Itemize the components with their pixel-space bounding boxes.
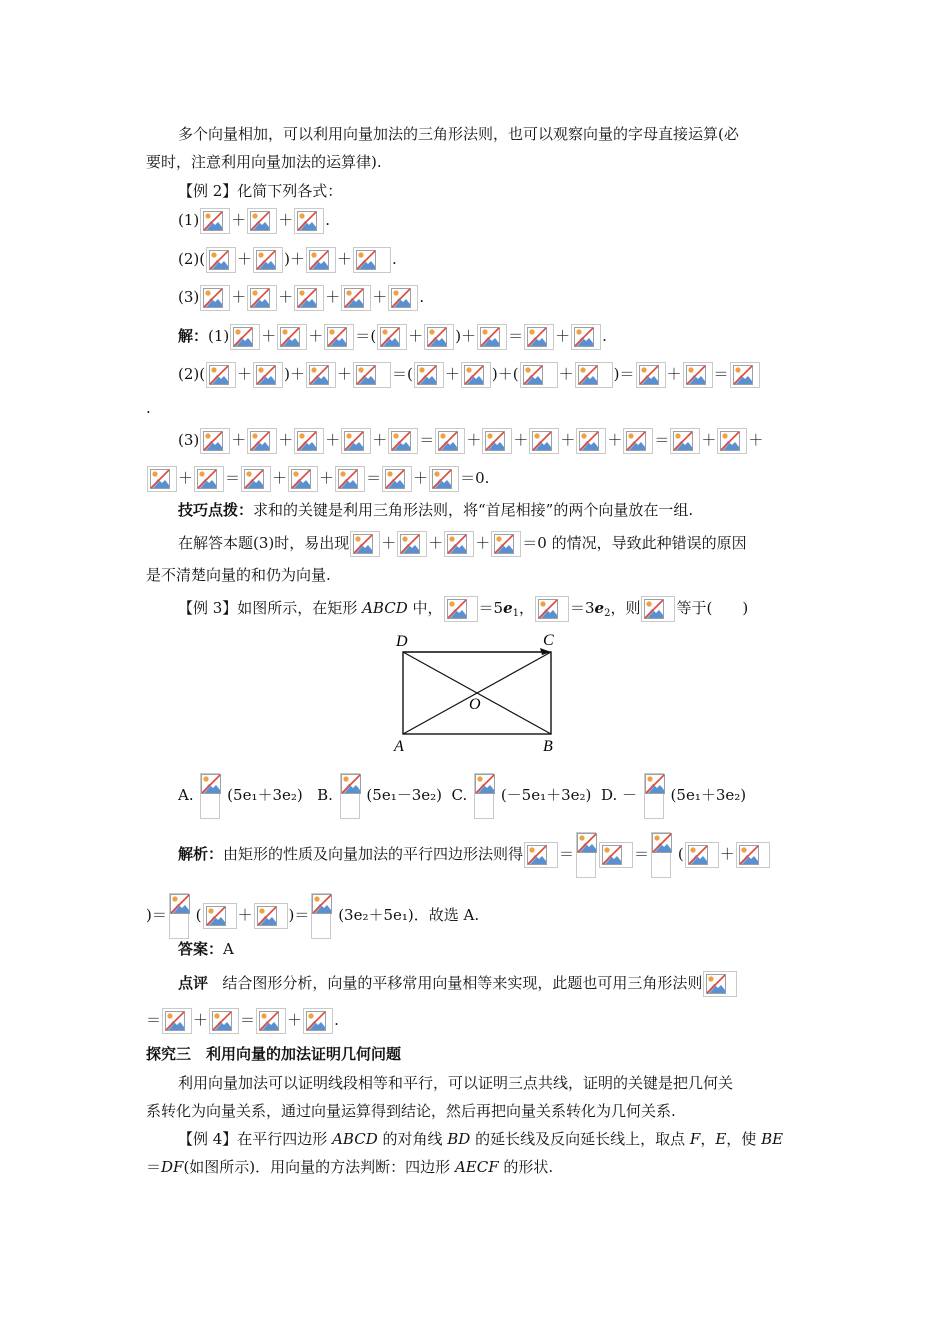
plus-sign: ＋ bbox=[558, 365, 574, 383]
plus-sign: ＋ bbox=[261, 327, 277, 345]
plus-sign: ＋ bbox=[666, 365, 682, 383]
plus-sign: ＋ bbox=[381, 534, 397, 552]
vector-image-icon bbox=[461, 362, 491, 388]
equals-sign: ＝ bbox=[713, 365, 729, 383]
tip-text: 求和的关键是利用三角形法则，将“首尾相接”的两个向量放在一组. bbox=[253, 501, 694, 519]
e-symbol: e bbox=[503, 599, 513, 617]
analysis-text: 由矩形的性质及向量加法的平行四边形法则得 bbox=[223, 845, 524, 863]
vector-image-icon bbox=[256, 1008, 286, 1034]
vector-image-icon bbox=[241, 466, 271, 492]
vector-image-icon bbox=[206, 362, 236, 388]
plus-sign: ＋ bbox=[413, 469, 429, 487]
plus-sign: ＋ bbox=[372, 431, 388, 449]
subscript-1: 1 bbox=[512, 608, 519, 619]
vector-image-icon bbox=[683, 362, 713, 388]
period: . bbox=[334, 1011, 339, 1029]
label-C: C bbox=[543, 632, 554, 649]
vector-image-icon bbox=[294, 428, 324, 454]
paren: ( bbox=[677, 845, 684, 863]
vector-image-icon bbox=[703, 971, 737, 997]
equals-sign: ＝ bbox=[508, 327, 524, 345]
vector-image-icon bbox=[575, 362, 613, 388]
plus-sign: ＋ bbox=[560, 431, 576, 449]
vector-image-icon bbox=[247, 285, 277, 311]
ex3-text: ，则 bbox=[610, 599, 641, 617]
answer-value: A bbox=[223, 940, 234, 958]
intro-line-1: 多个向量相加，可以利用向量加法的三角形法则，也可以观察向量的字母直接运算(必 bbox=[178, 125, 739, 143]
plus-sign: ＋ bbox=[325, 288, 341, 306]
plus-sign: ＋ bbox=[607, 431, 623, 449]
answer-label: 答案： bbox=[178, 940, 224, 958]
vector-image-icon bbox=[444, 531, 474, 557]
fraction-image-icon bbox=[311, 893, 331, 939]
ex3-text: 等于( ) bbox=[676, 599, 749, 617]
section-3-line-1: 利用向量加法可以证明线段相等和平行，可以证明三点共线，证明的关键是把几何关 bbox=[178, 1074, 734, 1092]
option-d-expr[interactable]: (5e₁＋3e₂) bbox=[670, 786, 747, 804]
vector-image-icon bbox=[247, 208, 277, 234]
comma: ， bbox=[518, 599, 534, 617]
vector-image-icon bbox=[529, 428, 559, 454]
analysis-end: (3e₂＋5e₁)．故选 A. bbox=[338, 906, 480, 924]
equals-sign: ＝ bbox=[240, 1011, 256, 1029]
vector-image-icon bbox=[200, 428, 230, 454]
comment-line-2 bbox=[146, 1008, 339, 1034]
vector-image-icon bbox=[524, 842, 558, 868]
vector-image-icon bbox=[424, 324, 454, 350]
q1-label: (1) bbox=[208, 327, 230, 345]
vector-image-icon bbox=[388, 428, 418, 454]
fraction-image-icon bbox=[474, 773, 494, 819]
paren: ) bbox=[491, 365, 498, 383]
section-3-heading: 探究三 利用向量的加法证明几何问题 bbox=[146, 1045, 402, 1063]
analysis-line-2 bbox=[146, 893, 479, 939]
plus-sign: ＋ bbox=[408, 327, 424, 345]
subscript-2: 2 bbox=[604, 608, 611, 619]
equals-sign: ＝ bbox=[225, 469, 241, 487]
plus-sign: ＋ bbox=[337, 365, 353, 383]
plus-sign: ＋ bbox=[237, 365, 253, 383]
vector-image-icon bbox=[429, 466, 459, 492]
vector-image-icon bbox=[623, 428, 653, 454]
paren: ( bbox=[407, 365, 413, 383]
q2-label: (2) bbox=[178, 250, 200, 268]
equals-sign: ＝ bbox=[146, 1011, 162, 1029]
plus-sign: ＋ bbox=[231, 211, 247, 229]
plus-sign: ＋ bbox=[278, 431, 294, 449]
vector-image-icon bbox=[209, 1008, 239, 1034]
ex4-italic: DF bbox=[161, 1158, 184, 1176]
paren: ) bbox=[455, 327, 462, 345]
plus-sign: ＋ bbox=[461, 327, 477, 345]
paren: ( bbox=[195, 906, 202, 924]
solution-line-3b bbox=[146, 466, 489, 492]
ex4-italic: BD bbox=[447, 1130, 471, 1148]
vector-image-icon bbox=[353, 247, 391, 273]
fraction-image-icon bbox=[200, 773, 220, 819]
paren: ( bbox=[199, 365, 206, 383]
paren: ( bbox=[512, 365, 519, 383]
example-2-title: 【例 2】化简下列各式： bbox=[178, 182, 343, 200]
rectangle-figure bbox=[390, 628, 570, 754]
plus-sign: ＋ bbox=[372, 288, 388, 306]
error-text-1: 在解答本题(3)时，易出现 bbox=[178, 534, 350, 552]
plus-sign: ＋ bbox=[231, 431, 247, 449]
vector-image-icon bbox=[194, 466, 224, 492]
vector-image-icon bbox=[288, 466, 318, 492]
vector-image-icon bbox=[685, 842, 719, 868]
ex4-italic: E bbox=[715, 1130, 727, 1148]
vector-image-icon bbox=[294, 285, 324, 311]
fraction-image-icon bbox=[340, 773, 360, 819]
period: . bbox=[325, 211, 331, 229]
plus-sign: ＋ bbox=[278, 288, 294, 306]
vector-image-icon bbox=[599, 842, 633, 868]
vector-image-icon bbox=[641, 596, 675, 622]
vector-image-icon bbox=[203, 903, 237, 929]
equals-sign: ＝ bbox=[355, 327, 371, 345]
paren: ( bbox=[370, 327, 377, 345]
section-3-line-2: 系转化为向量关系，通过向量运算得到结论，然后再把向量关系转化为几何关系. bbox=[146, 1102, 676, 1120]
vector-image-icon bbox=[303, 1008, 333, 1034]
equals-sign: ＝ bbox=[654, 431, 670, 449]
comment-label: 点评 bbox=[178, 974, 209, 992]
equals-zero: ＝0. bbox=[460, 469, 490, 487]
ex3-text: 中， bbox=[407, 599, 443, 617]
vector-image-icon bbox=[377, 324, 407, 350]
vector-image-icon bbox=[353, 362, 391, 388]
paren: ) bbox=[284, 365, 290, 383]
plus-sign: ＋ bbox=[444, 365, 460, 383]
vector-image-icon bbox=[491, 531, 521, 557]
option-d-label[interactable]: D. － bbox=[600, 786, 637, 804]
vector-image-icon bbox=[444, 596, 478, 622]
plus-sign: ＋ bbox=[289, 250, 305, 268]
vector-image-icon bbox=[524, 324, 554, 350]
vector-image-icon bbox=[636, 362, 666, 388]
period: . bbox=[392, 250, 397, 268]
plus-sign: ＋ bbox=[237, 250, 253, 268]
plus-sign: ＋ bbox=[272, 469, 288, 487]
error-text-2: ＝0 的情况，导致此种错误的原因 bbox=[522, 534, 747, 552]
plus-sign: ＋ bbox=[719, 845, 735, 863]
plus-sign: ＋ bbox=[337, 250, 353, 268]
vector-image-icon bbox=[435, 428, 465, 454]
plus-sign: ＋ bbox=[325, 431, 341, 449]
vector-image-icon bbox=[477, 324, 507, 350]
comment-line-1 bbox=[178, 971, 738, 997]
plus-sign: ＋ bbox=[475, 534, 491, 552]
vector-image-icon bbox=[254, 903, 288, 929]
label-B: B bbox=[543, 738, 553, 754]
plus-sign: ＋ bbox=[278, 211, 294, 229]
label-D: D bbox=[396, 633, 408, 650]
vector-image-icon bbox=[350, 531, 380, 557]
ex4-italic: BE bbox=[761, 1130, 784, 1148]
solution-label: 解： bbox=[178, 327, 209, 345]
paren: ) bbox=[613, 365, 620, 383]
example-4-line-2 bbox=[146, 1157, 553, 1177]
ex4-text: 的延长线及反向延长线上，取点 bbox=[470, 1130, 690, 1148]
rect-name: ABCD bbox=[362, 599, 408, 617]
plus-sign: ＋ bbox=[178, 469, 194, 487]
vector-image-icon bbox=[670, 428, 700, 454]
ex4-text: 的形状. bbox=[498, 1158, 554, 1176]
q2-label: (2) bbox=[178, 365, 200, 383]
ex2-q1-line bbox=[178, 208, 330, 234]
period: . bbox=[419, 288, 425, 306]
equals-sign: ＝ bbox=[419, 431, 435, 449]
ex4-text: ，使 bbox=[726, 1130, 762, 1148]
vector-image-icon bbox=[162, 1008, 192, 1034]
plus-sign: ＋ bbox=[287, 1011, 303, 1029]
analysis-label: 解析： bbox=[178, 845, 224, 863]
vector-image-icon bbox=[520, 362, 558, 388]
vector-image-icon bbox=[717, 428, 747, 454]
ex4-text: ， bbox=[700, 1130, 716, 1148]
example-3-title bbox=[178, 596, 748, 624]
options-line bbox=[178, 773, 746, 819]
plus-sign: ＋ bbox=[513, 431, 529, 449]
equals-sign: ＝ bbox=[559, 845, 575, 863]
intro-line-2: 要时，注意利用向量加法的运算律). bbox=[146, 153, 382, 171]
analysis-line-1 bbox=[178, 832, 771, 878]
vector-image-icon bbox=[736, 842, 770, 868]
equals-sign: ＝ bbox=[294, 906, 310, 924]
plus-sign: ＋ bbox=[466, 431, 482, 449]
paren: ) bbox=[288, 906, 295, 924]
plus-sign: ＋ bbox=[319, 469, 335, 487]
vector-image-icon bbox=[200, 208, 230, 234]
equals-sign: ＝ bbox=[619, 365, 635, 383]
error-line-2: 是不清楚向量的和仍为向量. bbox=[146, 566, 331, 584]
plus-sign: ＋ bbox=[308, 327, 324, 345]
plus-sign: ＋ bbox=[289, 365, 305, 383]
vector-image-icon bbox=[294, 208, 324, 234]
error-line-1 bbox=[178, 531, 747, 557]
option-b-expr[interactable]: (5e₁－3e₂) bbox=[366, 786, 442, 804]
solution-line-3a bbox=[178, 428, 763, 454]
vector-image-icon bbox=[382, 466, 412, 492]
equals-sign: ＝ bbox=[366, 469, 382, 487]
vector-image-icon bbox=[535, 596, 569, 622]
vector-image-icon bbox=[306, 247, 336, 273]
fraction-image-icon bbox=[576, 832, 596, 878]
ex4-italic: ABCD bbox=[332, 1130, 378, 1148]
vector-image-icon bbox=[206, 247, 236, 273]
plus-sign: ＋ bbox=[231, 288, 247, 306]
equals-sign: ＝ bbox=[634, 845, 650, 863]
vector-image-icon bbox=[388, 285, 418, 311]
ex2-q3-line bbox=[178, 285, 424, 311]
ex4-text: (如图所示)．用向量的方法判断：四边形 bbox=[183, 1158, 455, 1176]
vector-image-icon bbox=[324, 324, 354, 350]
paren: ( bbox=[199, 250, 206, 268]
equals-sign: ＝ bbox=[151, 906, 167, 924]
ex4-italic: AECF bbox=[454, 1158, 499, 1176]
ex3-eq2: ＝3 bbox=[570, 599, 595, 617]
fraction-image-icon bbox=[169, 893, 189, 939]
vector-image-icon bbox=[335, 466, 365, 492]
vector-image-icon bbox=[482, 428, 512, 454]
plus-sign: ＋ bbox=[748, 431, 764, 449]
vector-image-icon bbox=[341, 428, 371, 454]
vector-image-icon bbox=[247, 428, 277, 454]
ex2-q2-line bbox=[178, 247, 397, 273]
tip-line bbox=[178, 500, 693, 520]
ex4-text: 【例 4】在平行四边形 bbox=[178, 1130, 333, 1148]
ex4-text: 的对角线 bbox=[377, 1130, 448, 1148]
option-c-expr[interactable]: (－5e₁＋3e₂) bbox=[500, 786, 592, 804]
vector-image-icon bbox=[571, 324, 601, 350]
option-b-label[interactable]: B. bbox=[317, 786, 333, 804]
vector-image-icon bbox=[730, 362, 760, 388]
q3-label: (3) bbox=[178, 288, 200, 306]
label-O: O bbox=[469, 696, 481, 713]
option-a-expr[interactable]: (5e₁＋3e₂) bbox=[227, 786, 303, 804]
plus-sign: ＋ bbox=[701, 431, 717, 449]
answer-line bbox=[178, 939, 234, 959]
vector-image-icon bbox=[341, 285, 371, 311]
q1-label: (1) bbox=[178, 211, 200, 229]
option-c-label[interactable]: C. bbox=[451, 786, 468, 804]
fraction-image-icon bbox=[651, 832, 671, 878]
solution-line-1 bbox=[178, 324, 607, 350]
tip-label: 技巧点拨： bbox=[178, 501, 254, 519]
plus-sign: ＋ bbox=[193, 1011, 209, 1029]
fraction-image-icon bbox=[644, 773, 664, 819]
example-4-line-1 bbox=[178, 1129, 783, 1149]
plus-sign: ＋ bbox=[237, 906, 253, 924]
ex3-eq1: ＝5 bbox=[478, 599, 504, 617]
equals-sign: ＝ bbox=[392, 365, 408, 383]
paren: ) bbox=[146, 906, 152, 924]
solution-line-2-period: . bbox=[146, 399, 151, 417]
e-symbol: e bbox=[594, 599, 605, 617]
ex4-text: ＝ bbox=[146, 1158, 162, 1176]
vector-image-icon bbox=[147, 466, 177, 492]
vector-image-icon bbox=[576, 428, 606, 454]
comment-text: 结合图形分析，向量的平移常用向量相等来实现，此题也可用三角形法则 bbox=[222, 974, 703, 992]
ex4-italic: F bbox=[689, 1130, 701, 1148]
q3-label: (3) bbox=[178, 431, 200, 449]
vector-image-icon bbox=[230, 324, 260, 350]
plus-sign: ＋ bbox=[555, 327, 571, 345]
plus-sign: ＋ bbox=[497, 365, 513, 383]
vector-image-icon bbox=[414, 362, 444, 388]
vector-image-icon bbox=[397, 531, 427, 557]
vector-image-icon bbox=[253, 247, 283, 273]
vector-image-icon bbox=[277, 324, 307, 350]
period: . bbox=[602, 327, 607, 345]
vector-image-icon bbox=[306, 362, 336, 388]
solution-line-2 bbox=[178, 362, 761, 388]
plus-sign: ＋ bbox=[428, 534, 444, 552]
vector-image-icon bbox=[253, 362, 283, 388]
vector-image-icon bbox=[200, 285, 230, 311]
paren: ) bbox=[284, 250, 290, 268]
ex3-title-text: 【例 3】如图所示，在矩形 bbox=[178, 599, 363, 617]
label-A: A bbox=[394, 738, 404, 754]
option-a-label[interactable]: A. bbox=[178, 786, 194, 804]
